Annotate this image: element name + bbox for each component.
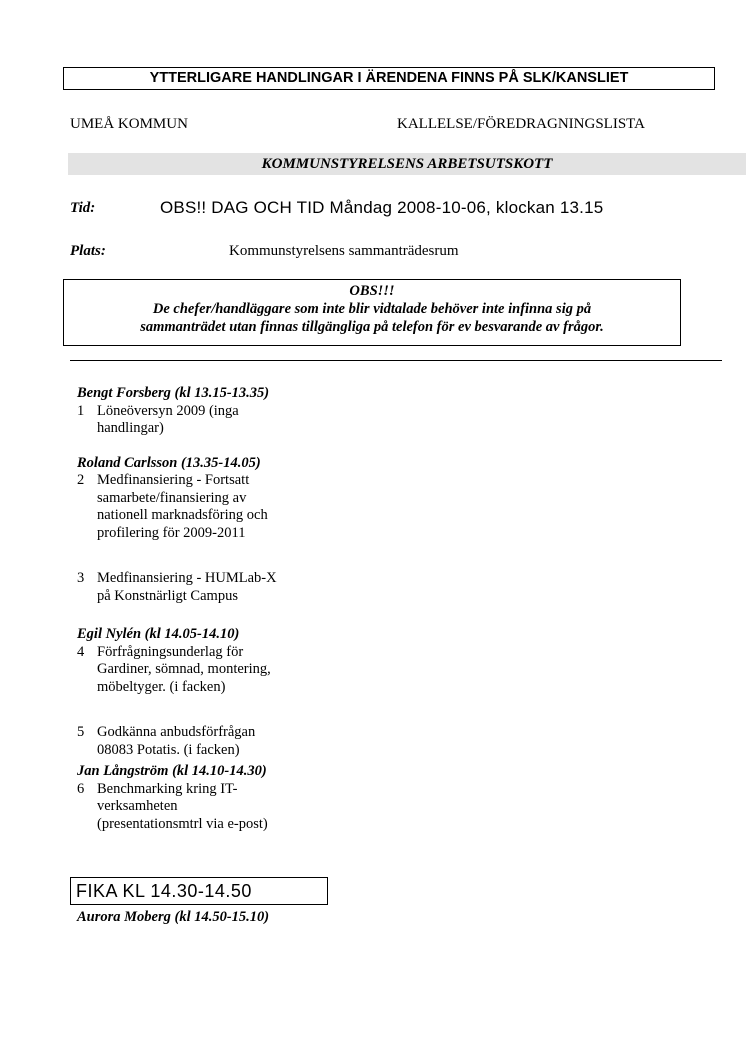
notice-line-2: sammanträdet utan finnas tillgängliga på telefon för ev besvarande av frågor.	[140, 319, 604, 335]
item-text: på Konstnärligt Campus	[97, 587, 238, 604]
item-text: Benchmarking kring IT-	[97, 780, 238, 797]
item-number: 1	[77, 402, 85, 419]
item-text: handlingar)	[97, 420, 164, 436]
item-text: profilering för 2009-2011	[97, 524, 246, 541]
place-label: Plats:	[70, 243, 106, 259]
document-type: KALLELSE/FÖREDRAGNINGSLISTA	[397, 116, 645, 132]
item-text: verksamheten	[97, 798, 178, 814]
item-text: möbeltyger. (i facken)	[97, 678, 226, 695]
agenda-item	[77, 472, 337, 542]
divider	[70, 360, 722, 361]
item-number: 2	[77, 472, 85, 488]
agenda-list	[77, 385, 337, 833]
agenda-item	[77, 781, 337, 834]
agenda-item	[77, 570, 337, 605]
presenter-heading: Bengt Forsberg (kl 13.15-13.35)	[77, 385, 270, 401]
notice-box	[63, 279, 681, 346]
item-text: samarbete/finansiering av	[97, 489, 247, 506]
agenda-item	[77, 403, 337, 438]
item-text: nationell marknadsföring och	[97, 507, 268, 523]
presenter-heading: Egil Nylén (kl 14.05-14.10)	[77, 626, 240, 642]
agenda-section	[77, 455, 337, 606]
time-label: Tid:	[70, 200, 96, 216]
municipality-name: UMEÅ KOMMUN	[70, 116, 188, 132]
agenda-section	[77, 385, 337, 438]
agenda-section	[77, 626, 337, 759]
item-text: Gardiner, sömnad, montering,	[97, 661, 271, 677]
item-text: Godkänna anbudsförfrågan	[97, 724, 256, 740]
agenda-section	[77, 763, 337, 833]
agenda-item	[77, 724, 337, 759]
item-text: Förfrågningsunderlag för	[97, 643, 244, 660]
item-number: 5	[77, 724, 85, 740]
item-number: 4	[77, 643, 85, 660]
item-text: Medfinansiering - HUMLab-X	[97, 570, 277, 586]
time-value: OBS!! DAG OCH TID Måndag 2008-10-06, klockan 13.15	[160, 198, 604, 217]
document-banner: YTTERLIGARE HANDLINGAR I ÄRENDENA FINNS PÅ SLK/KANSLIET	[63, 67, 715, 90]
notice-title: OBS!!!	[349, 283, 395, 299]
item-text: 08083 Potatis. (i facken)	[97, 741, 240, 758]
presenter-heading: Roland Carlsson (13.35-14.05)	[77, 454, 261, 471]
committee-title: KOMMUNSTYRELSENS ARBETSUTSKOTT	[68, 153, 746, 175]
item-text: Medfinansiering - Fortsatt	[97, 472, 250, 488]
presenter-heading: Jan Långström (kl 14.10-14.30)	[77, 763, 267, 779]
item-text: Löneöversyn 2009 (inga	[97, 402, 239, 419]
item-number: 3	[77, 570, 85, 586]
coffee-break-box: FIKA KL 14.30-14.50	[70, 877, 328, 905]
last-presenter-heading: Aurora Moberg (kl 14.50-15.10)	[77, 909, 270, 925]
notice-line-1: De chefer/handläggare som inte blir vidtalade behöver inte infinna sig på	[152, 301, 592, 317]
agenda-item	[77, 644, 337, 697]
item-number: 6	[77, 780, 85, 797]
item-text: (presentationsmtrl via e-post)	[97, 815, 268, 832]
place-value: Kommunstyrelsens sammanträdesrum	[229, 243, 459, 259]
